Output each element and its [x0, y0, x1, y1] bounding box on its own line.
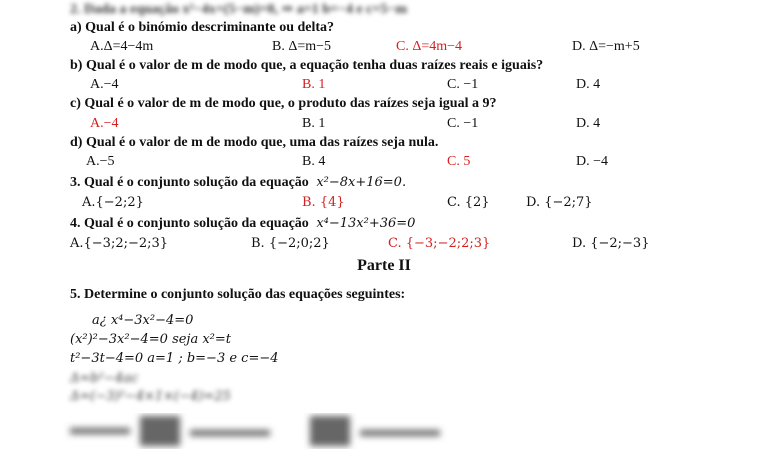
option-4-a: A.{−3;2;−2;3} [70, 236, 169, 251]
option-3-d: D. {−2;7} [526, 195, 593, 210]
option-2c-c: C. −1 [447, 116, 479, 131]
blurred-formula-mark [310, 416, 350, 446]
q5-step-3: t²−3t−4=0 a=1 ; b=−3 e c=−4 [70, 351, 279, 366]
option-3-b-answer: B. {4} [302, 195, 345, 210]
blurred-formula-mark [190, 430, 270, 436]
option-2d-d: D. −4 [576, 154, 609, 169]
q5-step-5: Δ=(−3)²−4×1×(−4)=25 [70, 389, 231, 404]
q5-step-2: (x²)²−3x²−4=0 seja x²=t [70, 332, 232, 347]
option-3-c: C. {2} [447, 195, 490, 210]
question-4-equation: x⁴−13x²+36=0 [316, 216, 416, 231]
question-2a-label: a) Qual é o binómio descriminante ou delta? [70, 20, 335, 35]
question-4-label [70, 216, 415, 232]
option-2a-a: A.Δ=4−4m [90, 39, 154, 54]
blurred-formula-mark [70, 428, 130, 434]
question-2b-label: b) Qual é o valor de m de modo que, a equação tenha duas raízes reais e iguais? [70, 58, 544, 73]
option-2a-c-answer: C. Δ=4m−4 [396, 39, 463, 54]
option-2a-d: D. Δ=−m+5 [572, 39, 640, 54]
option-2b-b-answer: B. 1 [302, 77, 326, 92]
question-4-text: 4. Qual é o conjunto solução da equação [70, 216, 309, 231]
option-2b-d: D. 4 [576, 77, 601, 92]
blurred-formula-mark [140, 416, 180, 446]
option-2c-b: B. 1 [302, 116, 326, 131]
question-2c-label: c) Qual é o valor de m de modo que, o produto das raízes seja igual a 9? [70, 96, 497, 111]
option-2b-c: C. −1 [447, 77, 479, 92]
option-2d-a: A.−5 [86, 154, 115, 169]
blurred-formula-area [60, 408, 480, 468]
question-2-header: 2. Dada a equação x²−4x+(5−m)=0, ⇒ a=1 b=−4 e c=5−m [70, 2, 407, 17]
option-2d-b: B. 4 [302, 154, 326, 169]
question-2d-label: d) Qual é o valor de m de modo que, uma das raízes seja nula. [70, 135, 439, 150]
q5-step-4: Δ=b²−4ac [70, 371, 139, 386]
question-3-equation: x²−8x+16=0. [316, 175, 407, 190]
option-4-d: D. {−2;−3} [572, 236, 650, 251]
option-2b-a: A.−4 [90, 77, 119, 92]
option-3-a: A.{−2;2} [82, 195, 144, 210]
option-4-b: B. {−2;0;2} [251, 236, 330, 251]
question-5-label: 5. Determine o conjunto solução das equações seguintes: [70, 287, 406, 302]
part-title: Parte II [357, 257, 411, 274]
option-2a-b: B. Δ=m−5 [272, 39, 332, 54]
option-2c-a-answer: A.−4 [90, 116, 119, 131]
option-4-c-answer: C. {−3;−2;2;3} [388, 236, 491, 251]
question-3-label [70, 175, 406, 191]
option-2c-d: D. 4 [576, 116, 601, 131]
q5-step-1: a¿ x⁴−3x²−4=0 [92, 313, 194, 328]
question-3-text: 3. Qual é o conjunto solução da equação [70, 175, 309, 190]
option-2d-c-answer: C. 5 [447, 154, 471, 169]
blurred-formula-mark [360, 430, 440, 436]
